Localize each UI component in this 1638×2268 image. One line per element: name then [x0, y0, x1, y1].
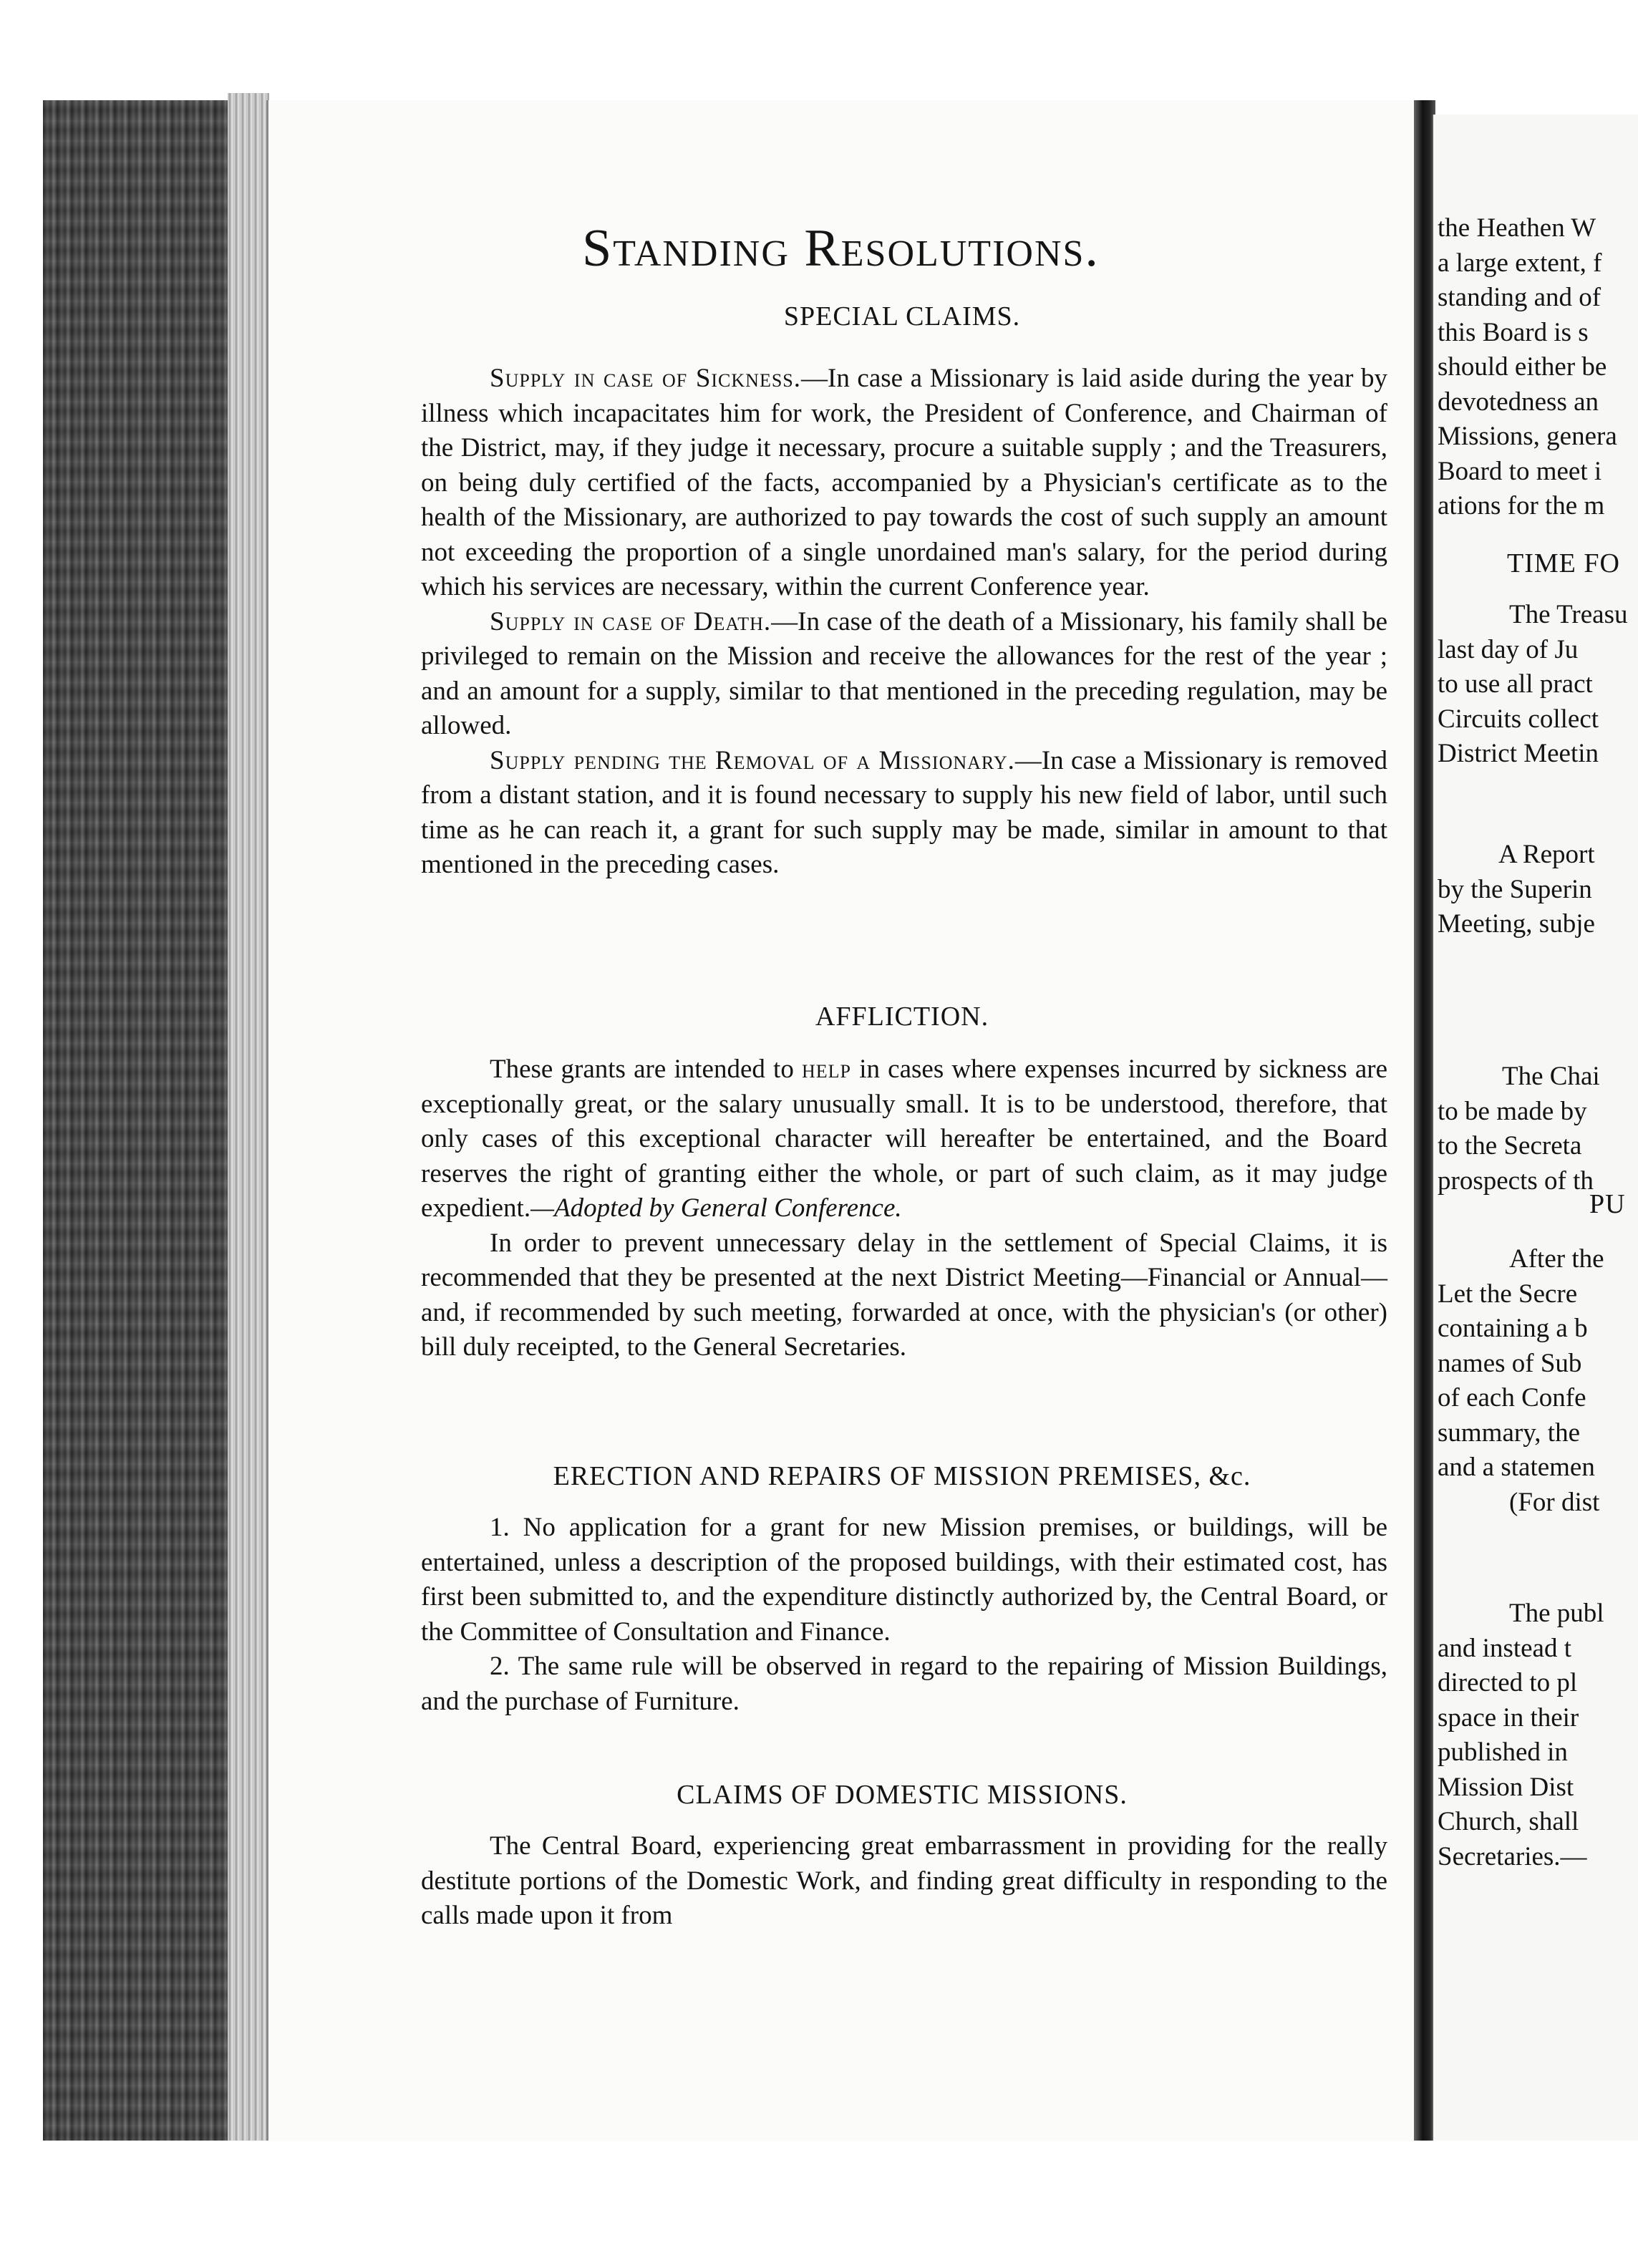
right-line: Meeting, subje	[1438, 909, 1595, 939]
term-death: Supply in case of Death.	[490, 606, 772, 636]
page-title: Standing Resolutions.	[582, 219, 1100, 278]
affliction-text-a: These grants are intended to	[490, 1055, 803, 1084]
heading-special-claims: SPECIAL CLAIMS.	[783, 301, 1021, 331]
right-line: Let the Secre	[1438, 1279, 1578, 1309]
adopted-note: —Adopted by General Conference.	[530, 1193, 902, 1223]
right-line: (For dist	[1509, 1487, 1600, 1517]
affliction-text-b: in cases where expenses incurred by sickness are exceptionally great, or the salary unusually small. It is to be understood, therefore, that only cases of this exceptional character will hereafter be entertained, and the Board reserves the right of granting either the whole, or part of such claim, as it may judge expedient.	[421, 1055, 1387, 1223]
right-line: After the	[1509, 1244, 1604, 1274]
right-line: names of Sub	[1438, 1348, 1582, 1378]
paragraph-domestic: The Central Board, experiencing great embarrassment in providing for the really destitute portions of the Domestic Work, and finding great difficulty in responding to the calls made upon it from	[421, 1831, 1387, 1930]
heading-erection: ERECTION AND REPAIRS OF MISSION PREMISES, &c.	[553, 1461, 1251, 1491]
right-line: of each Confe	[1438, 1383, 1586, 1412]
section-affliction	[421, 1052, 1387, 1365]
right-line: summary, the	[1438, 1418, 1581, 1448]
affliction-help-emphasis: help	[802, 1055, 852, 1084]
section-erection	[421, 1511, 1387, 1719]
paragraph-sickness	[421, 362, 1387, 605]
right-line: last day of Ju	[1438, 634, 1579, 664]
heading-affliction: AFFLICTION.	[815, 1002, 989, 1032]
text-death: —In case of the death of a Missionary, his family shall be privileged to remain on the Mission and receive the allowances for the rest of the year ; and an amount for a supply, similar to that mentioned in the preceding regulation, may be allowed.	[421, 606, 1387, 740]
right-heading-pu: PU	[1589, 1189, 1626, 1219]
right-line: The publ	[1509, 1599, 1604, 1628]
section-domestic	[421, 1829, 1387, 1934]
right-line: Missions, genera	[1438, 422, 1617, 451]
paragraph-affliction-1	[421, 1052, 1387, 1226]
right-line: and instead t	[1438, 1633, 1572, 1663]
right-heading-time: TIME FO	[1507, 548, 1620, 578]
marbled-book-edge	[43, 100, 236, 2141]
paragraph-death	[421, 605, 1387, 744]
right-line: to the Secreta	[1438, 1131, 1582, 1160]
heading-domestic: CLAIMS OF DOMESTIC MISSIONS.	[677, 1780, 1128, 1810]
right-line: Secretaries.—	[1438, 1841, 1587, 1871]
right-line: Church, shall	[1438, 1807, 1579, 1836]
right-line: to use all pract	[1438, 669, 1593, 699]
right-line: should either be	[1438, 352, 1607, 382]
right-line: this Board is s	[1438, 317, 1589, 347]
bottom-margin	[43, 2141, 1638, 2268]
right-line: by the Superin	[1438, 874, 1592, 904]
section-special-claims	[421, 362, 1387, 883]
text-sickness: —In case a Missionary is laid aside during the year by illness which incapacitates him for work, the President of Conference, and Chairman of the District, may, if they judge it necessary, procure a suitable supply ; and the Treasurers, on being duly certified of the facts, accompanied by a Physician's certificate as to the health of the Missionary, are authorized to pay towards the cost of such supply an amount not exceeding the proportion of a single unordained man's salary, for the period during which his services are necessary, within the current Conference year.	[421, 364, 1387, 601]
right-line: A Report	[1498, 840, 1595, 869]
right-line: published in	[1438, 1738, 1568, 1767]
right-line: District Meetin	[1438, 739, 1599, 768]
right-line: directed to pl	[1438, 1668, 1578, 1697]
right-line: to be made by	[1438, 1096, 1587, 1126]
right-line: a large extent, f	[1438, 248, 1602, 278]
right-line: prospects of th	[1438, 1166, 1594, 1196]
right-line: Mission Dist	[1438, 1772, 1574, 1802]
right-line: standing and of	[1438, 283, 1601, 312]
right-block-1	[1438, 211, 1617, 524]
right-line: space in their	[1438, 1702, 1579, 1732]
term-sickness: Supply in case of Sickness.	[490, 364, 802, 393]
text-removal: —In case a Missionary is removed from a distant station, and it is found necessary to supply his new field of labor, until such time as he can reach it, a grant for such supply may be made, similar in amount to that mentioned in the preceding cases.	[421, 745, 1387, 879]
right-block-4	[1438, 1060, 1600, 1198]
right-line: The Chai	[1502, 1062, 1600, 1091]
erection-item-2: 2. The same rule will be observed in regard to the repairing of Mission Buildings, and the purchase of Furniture.	[421, 1652, 1387, 1716]
right-line: ations for the m	[1438, 491, 1605, 520]
right-block-2	[1438, 598, 1627, 772]
right-block-6	[1438, 1596, 1604, 1874]
paragraph-affliction-2: In order to prevent unnecessary delay in the settlement of Special Claims, it is recommended that they be presented at the next District Meeting—Financial or Annual—and, if recommended by such meeting, forwarded at once, with the physician's (or other) bill duly receipted, to the General Secretaries.	[421, 1228, 1387, 1362]
term-removal: Supply pending the Removal of a Missionary.	[490, 745, 1015, 775]
right-line: Board to meet i	[1438, 456, 1602, 486]
erection-item-1: 1. No application for a grant for new Mission premises, or buildings, will be entertained, unless a description of the proposed buildings, with their estimated cost, has first been submitted to, and the expenditure distinctly authorized by, the Central Board, or the Committee of Consultation and Finance.	[421, 1513, 1387, 1647]
right-line: containing a b	[1438, 1314, 1588, 1343]
right-line: devotedness an	[1438, 387, 1599, 417]
right-block-3	[1438, 838, 1595, 942]
page-stack-edge	[228, 93, 269, 2141]
right-line: Circuits collect	[1438, 704, 1599, 734]
right-line: and a statemen	[1438, 1453, 1595, 1482]
paragraph-removal	[421, 744, 1387, 883]
right-block-5	[1438, 1242, 1604, 1520]
right-line: The Treasu	[1509, 600, 1628, 629]
right-line: the Heathen W	[1438, 213, 1596, 243]
